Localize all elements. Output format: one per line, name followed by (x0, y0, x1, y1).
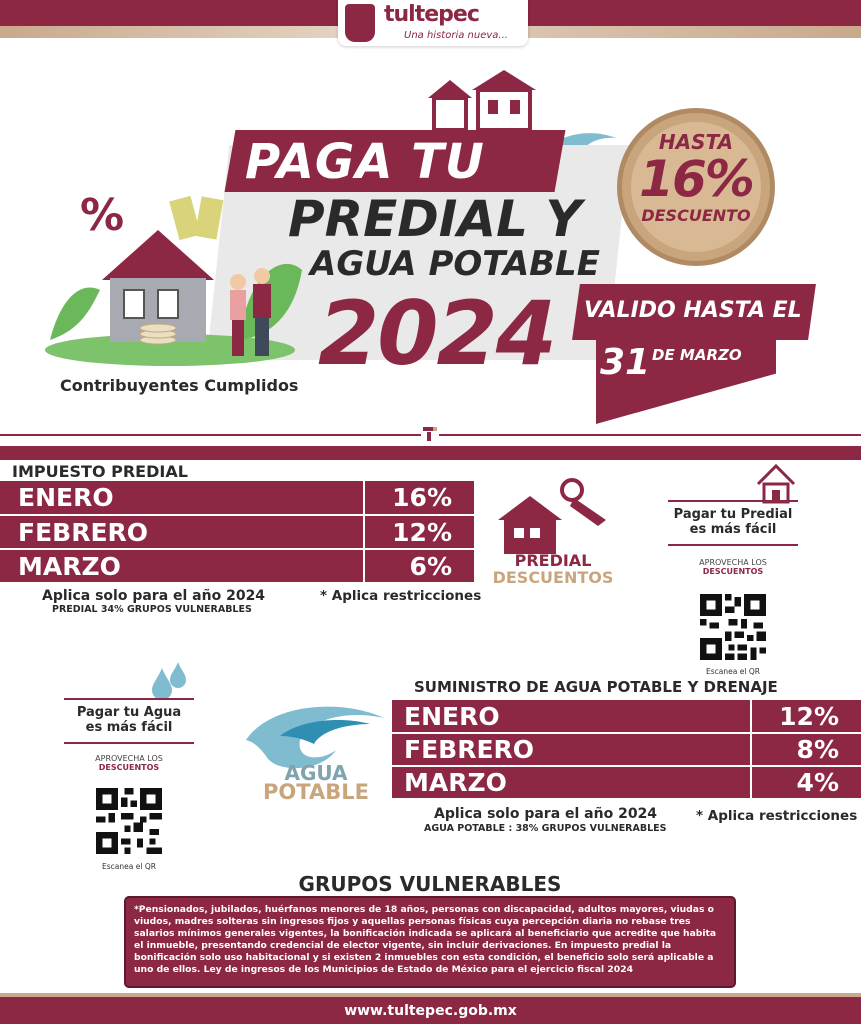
hero-year: 2024 (318, 282, 555, 385)
predial-restrictions: * Aplica restricciones (320, 588, 482, 604)
predial-label-line2: DESCUENTOS (492, 568, 614, 587)
pay-title-line1: Pagar tu Agua (76, 705, 182, 720)
predial-pay-card (668, 460, 798, 674)
agua-qr-code[interactable] (96, 788, 162, 854)
predial-vulnerable-note: PREDIAL 34% GRUPOS VULNERABLES (52, 604, 252, 615)
valid-text: VALIDO HASTA EL (584, 298, 802, 323)
hero-title-line2: PREDIAL Y (288, 190, 582, 248)
percent-cell: 8% (751, 733, 861, 766)
deadline-month: DE MARZO (652, 346, 742, 364)
percent-cell: 4% (751, 766, 861, 799)
month-cell: FEBRERO (0, 515, 364, 549)
pay-card-bottom-rule (64, 742, 194, 744)
house-family-illustration (40, 190, 310, 370)
month-cell: ENERO (392, 700, 751, 733)
pay-descuentos: DESCUENTOS (702, 567, 764, 576)
table-row (0, 549, 474, 583)
divider-logo-mark-icon (421, 424, 439, 442)
municipal-crest-icon (345, 4, 375, 42)
houses-icon (422, 68, 552, 134)
section-band (0, 446, 861, 460)
contribuyentes-caption: Contribuyentes Cumplidos (60, 376, 299, 395)
badge-top-text: HASTA (658, 130, 734, 154)
predial-label-line1: PREDIAL (514, 551, 592, 570)
agua-logo-line1: AGUA (284, 761, 348, 785)
agua-rates-table (392, 700, 861, 800)
hero-title-line3: AGUA POTABLE (310, 244, 600, 284)
slogan: Una historia nueva... (404, 30, 508, 41)
table-row (0, 481, 474, 515)
agua-section-title: SUMINISTRO DE AGUA POTABLE Y DRENAJE (414, 678, 778, 696)
month-cell: MARZO (0, 549, 364, 583)
pay-title-line2: es más fácil (85, 720, 173, 735)
website-link[interactable]: www.tultepec.gob.mx (344, 1003, 517, 1019)
predial-descuentos-label (488, 552, 618, 586)
percent-cell: 6% (364, 549, 474, 583)
agua-restrictions: * Aplica restricciones (696, 808, 858, 824)
badge-bottom-text: DESCUENTO (641, 206, 751, 225)
percent-cell: 16% (364, 481, 474, 515)
table-row (392, 766, 861, 799)
predial-rates-table (0, 481, 474, 584)
table-row (392, 700, 861, 733)
pay-aprovecha: APROVECHA LOS (699, 558, 767, 567)
table-row (392, 733, 861, 766)
footer-gold-line (0, 993, 861, 997)
pay-card-top-rule (64, 698, 194, 700)
predial-section-title: IMPUESTO PREDIAL (12, 462, 188, 481)
month-cell: ENERO (0, 481, 364, 515)
pay-agua-title (64, 705, 194, 735)
percent-cell: 12% (364, 515, 474, 549)
predial-note: Aplica solo para el año 2024 (42, 588, 266, 604)
pay-card-bottom-rule (668, 544, 798, 546)
pay-predial-title (668, 507, 798, 537)
grupos-title: GRUPOS VULNERABLES (298, 872, 562, 896)
svg-text:%: % (80, 190, 125, 241)
deadline-day: 31 (600, 342, 651, 383)
pay-title-line2: es más fácil (689, 522, 777, 537)
agua-note: Aplica solo para el año 2024 (434, 806, 658, 822)
pay-aprovecha: APROVECHA LOS (95, 754, 163, 763)
pay-title-line1: Pagar tu Predial (673, 507, 793, 522)
pay-card-top-rule (668, 500, 798, 502)
grupos-text-box: *Pensionados, jubilados, huérfanos menores de 18 años, personas con discapacidad, adultos mayores, viudas o viudos, madres solteras sin ingresos fijos y aquellas personas físicas cuya percepción diaria no rebase tres salarios mínimos generales vigentes, la bonificación indicada se aplicará al beneficiario que acredite que habita el inmueble, presentando credencial de elector vigente, sin incluir derivaciones. En impuesto predial la bonificación solo uso habitacional y si existen 2 inmuebles con esta condición, el beneficio solo será aplicable a uno de ellos. Ley de ingresos de los Municipios de Estado de México para el ejercicio fiscal 2024 (124, 896, 736, 988)
agua-vulnerable-note: AGUA POTABLE : 38% GRUPOS VULNERABLES (424, 823, 667, 834)
agua-potable-logo-text (246, 761, 386, 804)
agua-pay-card (64, 660, 194, 874)
table-row (0, 515, 474, 549)
pay-scan-label: Escanea el QR (706, 667, 760, 676)
hero-title-line1: PAGA TU (245, 134, 485, 190)
brand-logo: tultepec (384, 2, 479, 27)
pay-scan-label: Escanea el QR (102, 862, 156, 871)
percent-cell: 12% (751, 700, 861, 733)
badge-value: 16% (639, 150, 753, 208)
pay-descuentos: DESCUENTOS (98, 763, 160, 772)
predial-qr-code[interactable] (700, 594, 766, 660)
month-cell: MARZO (392, 766, 751, 799)
month-cell: FEBRERO (392, 733, 751, 766)
house-hand-icon (494, 476, 618, 556)
agua-logo-line2: POTABLE (263, 780, 369, 804)
